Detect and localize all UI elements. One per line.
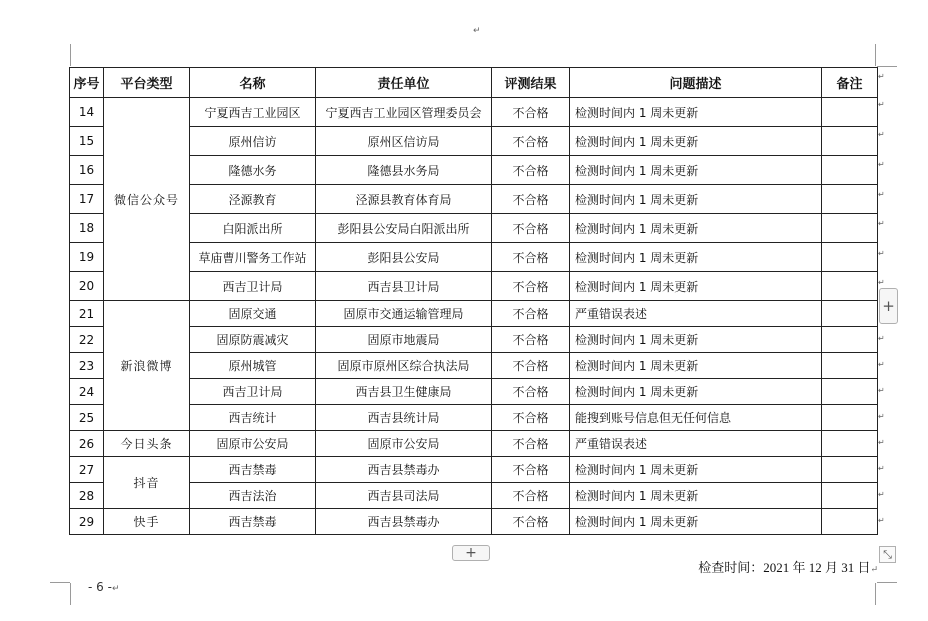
cell-no: 26: [70, 431, 104, 457]
cell-unit: 西吉县禁毒办: [316, 509, 492, 535]
cell-name: 草庙曹川警务工作站: [190, 243, 316, 272]
row-end-mark: ↵: [878, 386, 885, 395]
cell-result: 不合格: [492, 483, 570, 509]
cell-name: 白阳派出所: [190, 214, 316, 243]
cell-result: 不合格: [492, 127, 570, 156]
cell-note: [822, 353, 878, 379]
plus-icon: +: [465, 545, 477, 561]
header-result: 评测结果: [492, 68, 570, 98]
cell-note: [822, 379, 878, 405]
crop-mark-top-right-h: [877, 66, 897, 67]
cell-unit: 泾源县教育体育局: [316, 185, 492, 214]
table-resize-handle[interactable]: [879, 546, 896, 563]
cell-no: 15: [70, 127, 104, 156]
cell-no: 21: [70, 301, 104, 327]
cell-note: [822, 272, 878, 301]
cell-note: [822, 431, 878, 457]
paragraph-mark: ↵: [870, 564, 878, 574]
crop-mark-bottom-right-h: [877, 582, 897, 583]
cell-note: [822, 457, 878, 483]
cell-platform-douyin: 抖音: [104, 457, 190, 509]
table-row: [70, 405, 878, 431]
cell-platform-toutiao: 今日头条: [104, 431, 190, 457]
cell-desc: 检测时间内 1 周未更新: [570, 127, 822, 156]
cell-desc: 检测时间内 1 周未更新: [570, 327, 822, 353]
crop-mark-top-right-v: [875, 44, 876, 66]
cell-no: 23: [70, 353, 104, 379]
cell-no: 24: [70, 379, 104, 405]
cell-result: 不合格: [492, 379, 570, 405]
table-row: [70, 243, 878, 272]
cell-result: 不合格: [492, 243, 570, 272]
page-number: [88, 580, 119, 594]
cell-result: 不合格: [492, 301, 570, 327]
row-end-mark: ↵: [878, 278, 885, 287]
cell-note: [822, 509, 878, 535]
cell-unit: 彭阳县公安局白阳派出所: [316, 214, 492, 243]
row-end-mark: ↵: [878, 334, 885, 343]
table-row: [70, 431, 878, 457]
cell-no: 14: [70, 98, 104, 127]
cell-platform-kuaishou: 快手: [104, 509, 190, 535]
cell-desc: 检测时间内 1 周未更新: [570, 98, 822, 127]
cell-unit: 西吉县统计局: [316, 405, 492, 431]
cell-desc: 检测时间内 1 周未更新: [570, 483, 822, 509]
table-row: [70, 127, 878, 156]
cell-result: 不合格: [492, 353, 570, 379]
cell-name: 固原交通: [190, 301, 316, 327]
row-end-mark: ↵: [878, 219, 885, 228]
cell-desc: 检测时间内 1 周未更新: [570, 243, 822, 272]
table-row: [70, 185, 878, 214]
cell-platform-wechat: 微信公众号: [104, 98, 190, 301]
header-desc: 问题描述: [570, 68, 822, 98]
table-row: [70, 156, 878, 185]
cell-name: 固原市公安局: [190, 431, 316, 457]
cell-no: 18: [70, 214, 104, 243]
row-end-mark: ↵: [878, 100, 885, 109]
row-end-mark: ↵: [878, 464, 885, 473]
cell-desc: 检测时间内 1 周未更新: [570, 272, 822, 301]
cell-result: 不合格: [492, 98, 570, 127]
cell-note: [822, 327, 878, 353]
page-number-text: - 6 -: [88, 580, 112, 594]
cell-note: [822, 185, 878, 214]
cell-unit: 西吉县禁毒办: [316, 457, 492, 483]
cell-no: 19: [70, 243, 104, 272]
cell-name: 西吉统计: [190, 405, 316, 431]
row-end-mark: ↵: [878, 130, 885, 139]
cell-result: 不合格: [492, 214, 570, 243]
row-end-mark: ↵: [878, 72, 885, 81]
top-paragraph-mark: ↵: [473, 26, 481, 36]
cell-no: 28: [70, 483, 104, 509]
cell-name: 西吉禁毒: [190, 457, 316, 483]
cell-name: 原州信访: [190, 127, 316, 156]
cell-unit: 固原市交通运输管理局: [316, 301, 492, 327]
cell-note: [822, 243, 878, 272]
header-unit: 责任单位: [316, 68, 492, 98]
table-row: [70, 483, 878, 509]
cell-unit: 西吉县卫计局: [316, 272, 492, 301]
cell-note: [822, 127, 878, 156]
check-time: [698, 557, 878, 576]
cell-name: 原州城管: [190, 353, 316, 379]
check-time-text: 检查时间：2021 年 12 月 31 日: [698, 560, 871, 575]
crop-mark-bottom-right-v: [875, 583, 876, 605]
cell-platform-weibo: 新浪微博: [104, 301, 190, 431]
cell-result: 不合格: [492, 156, 570, 185]
cell-result: 不合格: [492, 509, 570, 535]
table-row: [70, 353, 878, 379]
cell-note: [822, 98, 878, 127]
cell-name: 西吉卫计局: [190, 379, 316, 405]
table-row: [70, 327, 878, 353]
add-row-button[interactable]: [452, 545, 490, 561]
cell-desc: 严重错误表述: [570, 301, 822, 327]
cell-unit: 固原市公安局: [316, 431, 492, 457]
cell-no: 22: [70, 327, 104, 353]
cell-name: 隆德水务: [190, 156, 316, 185]
header-name: 名称: [190, 68, 316, 98]
cell-unit: 宁夏西吉工业园区管理委员会: [316, 98, 492, 127]
cell-unit: 西吉县司法局: [316, 483, 492, 509]
inspection-table: [69, 67, 878, 535]
cell-desc: 检测时间内 1 周未更新: [570, 156, 822, 185]
cell-result: 不合格: [492, 327, 570, 353]
row-end-mark: ↵: [878, 360, 885, 369]
table-row: [70, 272, 878, 301]
crop-mark-bottom-left-h: [50, 582, 70, 583]
cell-note: [822, 156, 878, 185]
cell-note: [822, 405, 878, 431]
cell-name: 宁夏西吉工业园区: [190, 98, 316, 127]
table-row: [70, 457, 878, 483]
resize-icon: ⤡: [883, 547, 892, 561]
cell-unit: 隆德县水务局: [316, 156, 492, 185]
crop-mark-bottom-left-v: [70, 583, 71, 605]
table-row: [70, 379, 878, 405]
cell-name: 西吉法治: [190, 483, 316, 509]
cell-desc: 检测时间内 1 周未更新: [570, 214, 822, 243]
row-end-mark: ↵: [878, 438, 885, 447]
cell-desc: 检测时间内 1 周未更新: [570, 509, 822, 535]
cell-result: 不合格: [492, 431, 570, 457]
cell-unit: 固原市原州区综合执法局: [316, 353, 492, 379]
cell-result: 不合格: [492, 457, 570, 483]
table-row: [70, 98, 878, 127]
row-end-mark: ↵: [878, 516, 885, 525]
cell-unit: 彭阳县公安局: [316, 243, 492, 272]
cell-unit: 固原市地震局: [316, 327, 492, 353]
cell-name: 西吉禁毒: [190, 509, 316, 535]
row-end-mark: ↵: [878, 412, 885, 421]
crop-mark-top-left-v: [70, 44, 71, 66]
cell-name: 固原防震减灾: [190, 327, 316, 353]
cell-no: 25: [70, 405, 104, 431]
cell-note: [822, 301, 878, 327]
header-no: 序号: [70, 68, 104, 98]
cell-desc: 检测时间内 1 周未更新: [570, 353, 822, 379]
cell-desc: 能搜到账号信息但无任何信息: [570, 405, 822, 431]
add-column-button[interactable]: [879, 288, 898, 324]
header-platform: 平台类型: [104, 68, 190, 98]
header-note: 备注: [822, 68, 878, 98]
cell-unit: 原州区信访局: [316, 127, 492, 156]
row-end-mark: ↵: [878, 249, 885, 258]
table-header-row: [70, 68, 878, 98]
table-row: [70, 214, 878, 243]
cell-result: 不合格: [492, 405, 570, 431]
paragraph-mark: ↵: [111, 584, 120, 594]
cell-name: 泾源教育: [190, 185, 316, 214]
cell-name: 西吉卫计局: [190, 272, 316, 301]
cell-no: 27: [70, 457, 104, 483]
cell-no: 20: [70, 272, 104, 301]
cell-no: 16: [70, 156, 104, 185]
table-row: [70, 509, 878, 535]
plus-icon: +: [882, 297, 895, 315]
cell-note: [822, 214, 878, 243]
cell-no: 29: [70, 509, 104, 535]
cell-desc: 严重错误表述: [570, 431, 822, 457]
cell-no: 17: [70, 185, 104, 214]
cell-desc: 检测时间内 1 周未更新: [570, 457, 822, 483]
cell-note: [822, 483, 878, 509]
cell-result: 不合格: [492, 185, 570, 214]
row-end-mark: ↵: [878, 190, 885, 199]
table-row: [70, 301, 878, 327]
cell-result: 不合格: [492, 272, 570, 301]
cell-unit: 西吉县卫生健康局: [316, 379, 492, 405]
row-end-mark: ↵: [878, 490, 885, 499]
row-end-mark: ↵: [878, 160, 885, 169]
cell-desc: 检测时间内 1 周未更新: [570, 379, 822, 405]
cell-desc: 检测时间内 1 周未更新: [570, 185, 822, 214]
